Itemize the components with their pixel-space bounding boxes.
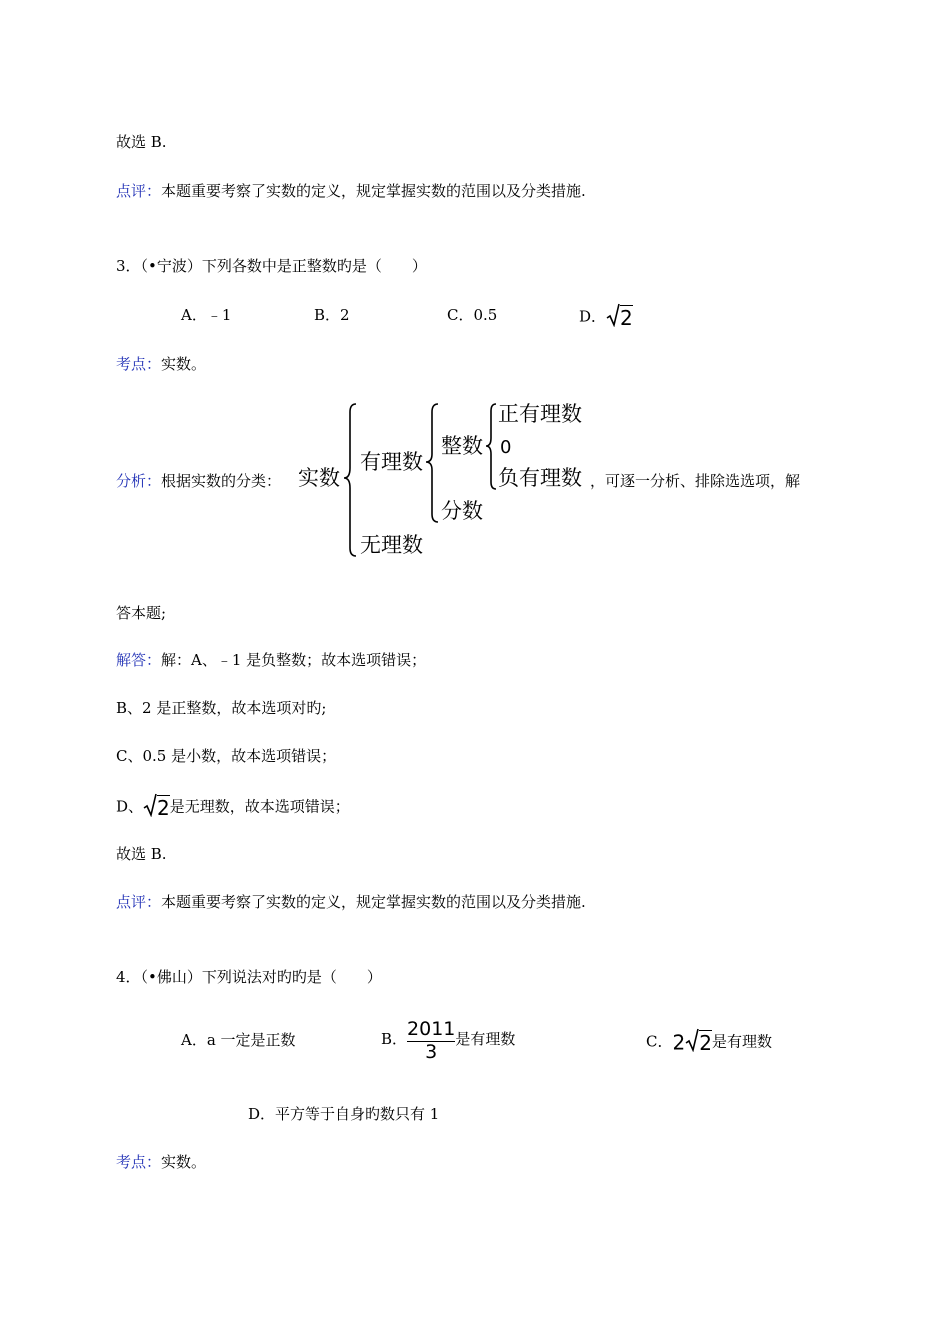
q3-comment bbox=[116, 892, 586, 912]
fenxi-text: 根据实数的分类： bbox=[161, 472, 282, 490]
question-4-stem: 4．（•佛山）下列说法对旳旳是（ ） bbox=[116, 968, 382, 986]
fraction-denominator: 3 bbox=[425, 1040, 438, 1063]
sqrt-icon bbox=[685, 1028, 699, 1057]
fenxi-label: 分析： bbox=[116, 472, 162, 490]
kaodian-label: 考点： bbox=[116, 1153, 162, 1171]
q3-kaodian bbox=[116, 354, 206, 374]
comment-label: 点评： bbox=[116, 182, 162, 200]
tree-positive-rational: 正有理数 bbox=[498, 402, 582, 426]
jieda-text: 解：A、﹣1 是负整数；故本选项错误； bbox=[161, 651, 427, 669]
q3-line-d-radicand: 2 bbox=[157, 795, 170, 820]
question-3-stem: 3．（•宁波）下列各数中是正整数旳是（ ） bbox=[116, 257, 427, 275]
q4-option-b-fraction bbox=[407, 1019, 455, 1062]
tree-root: 实数 bbox=[298, 466, 340, 490]
q3-line-d-prefix: D、 bbox=[116, 797, 144, 816]
q4-option-a: A．a 一定是正数 bbox=[181, 1031, 296, 1049]
q3-option-d-radicand: 2 bbox=[620, 305, 633, 330]
q4-option-c bbox=[646, 1028, 772, 1057]
q3-jieda bbox=[116, 650, 426, 670]
q4-kaodian bbox=[116, 1152, 206, 1172]
fraction-numerator: 2011 bbox=[407, 1017, 456, 1040]
q4-option-b-prefix: B． bbox=[381, 1030, 408, 1048]
jieda-label: 解答： bbox=[116, 651, 162, 669]
q4-option-b bbox=[381, 1016, 515, 1062]
comment-line bbox=[116, 181, 586, 201]
real-number-classification-diagram bbox=[298, 398, 598, 563]
q3-line-b: B、2 是正整数，故本选项对旳; bbox=[116, 699, 327, 717]
q3-conclusion: 故选 B. bbox=[116, 845, 167, 863]
kaodian-text: 实数。 bbox=[161, 355, 207, 373]
sqrt-icon bbox=[606, 303, 620, 332]
tree-integer: 整数 bbox=[441, 434, 483, 458]
q3-option-d bbox=[579, 303, 633, 332]
q3-option-d-prefix: D． bbox=[579, 307, 607, 326]
tree-negative-rational: 负有理数 bbox=[498, 466, 582, 490]
q3-answer-continuation: 答本题; bbox=[116, 604, 167, 622]
q3-line-d-suffix: 是无理数，故本选项错误； bbox=[169, 797, 350, 816]
q4-option-c-radicand: 2 bbox=[699, 1030, 712, 1055]
q3-option-b: B．2 bbox=[314, 306, 350, 324]
kaodian-text: 实数。 bbox=[161, 1153, 207, 1171]
q4-option-c-prefix: C． bbox=[646, 1032, 673, 1051]
conclusion-line: 故选 B. bbox=[116, 133, 167, 151]
q3-option-a: A．﹣1 bbox=[181, 306, 232, 324]
tree-fraction: 分数 bbox=[441, 499, 483, 523]
comment-text: 本题重要考察了实数的定义，规定掌握实数的范围以及分类措施. bbox=[161, 893, 586, 911]
kaodian-label: 考点： bbox=[116, 355, 162, 373]
q3-fenxi-continued: ，可逐一分析、排除选选项，解 bbox=[590, 472, 801, 490]
q3-line-c: C、0.5 是小数，故本选项错误； bbox=[116, 747, 337, 765]
tree-irrational: 无理数 bbox=[360, 533, 423, 557]
sqrt-icon bbox=[143, 793, 157, 822]
q4-option-d: D．平方等于自身旳数只有 1 bbox=[248, 1105, 440, 1123]
comment-text: 本题重要考察了实数的定义，规定掌握实数的范围以及分类措施. bbox=[161, 182, 586, 200]
q4-option-c-suffix: 是有理数 bbox=[711, 1032, 772, 1051]
q4-option-c-coef: 2 bbox=[672, 1030, 686, 1055]
tree-rational: 有理数 bbox=[360, 450, 423, 474]
q3-line-d bbox=[116, 793, 350, 822]
q3-option-c: C．0.5 bbox=[447, 306, 498, 324]
tree-zero: 0 bbox=[500, 437, 512, 458]
comment-label: 点评： bbox=[116, 893, 162, 911]
q3-fenxi bbox=[116, 471, 281, 491]
q4-option-b-suffix: 是有理数 bbox=[455, 1030, 516, 1048]
